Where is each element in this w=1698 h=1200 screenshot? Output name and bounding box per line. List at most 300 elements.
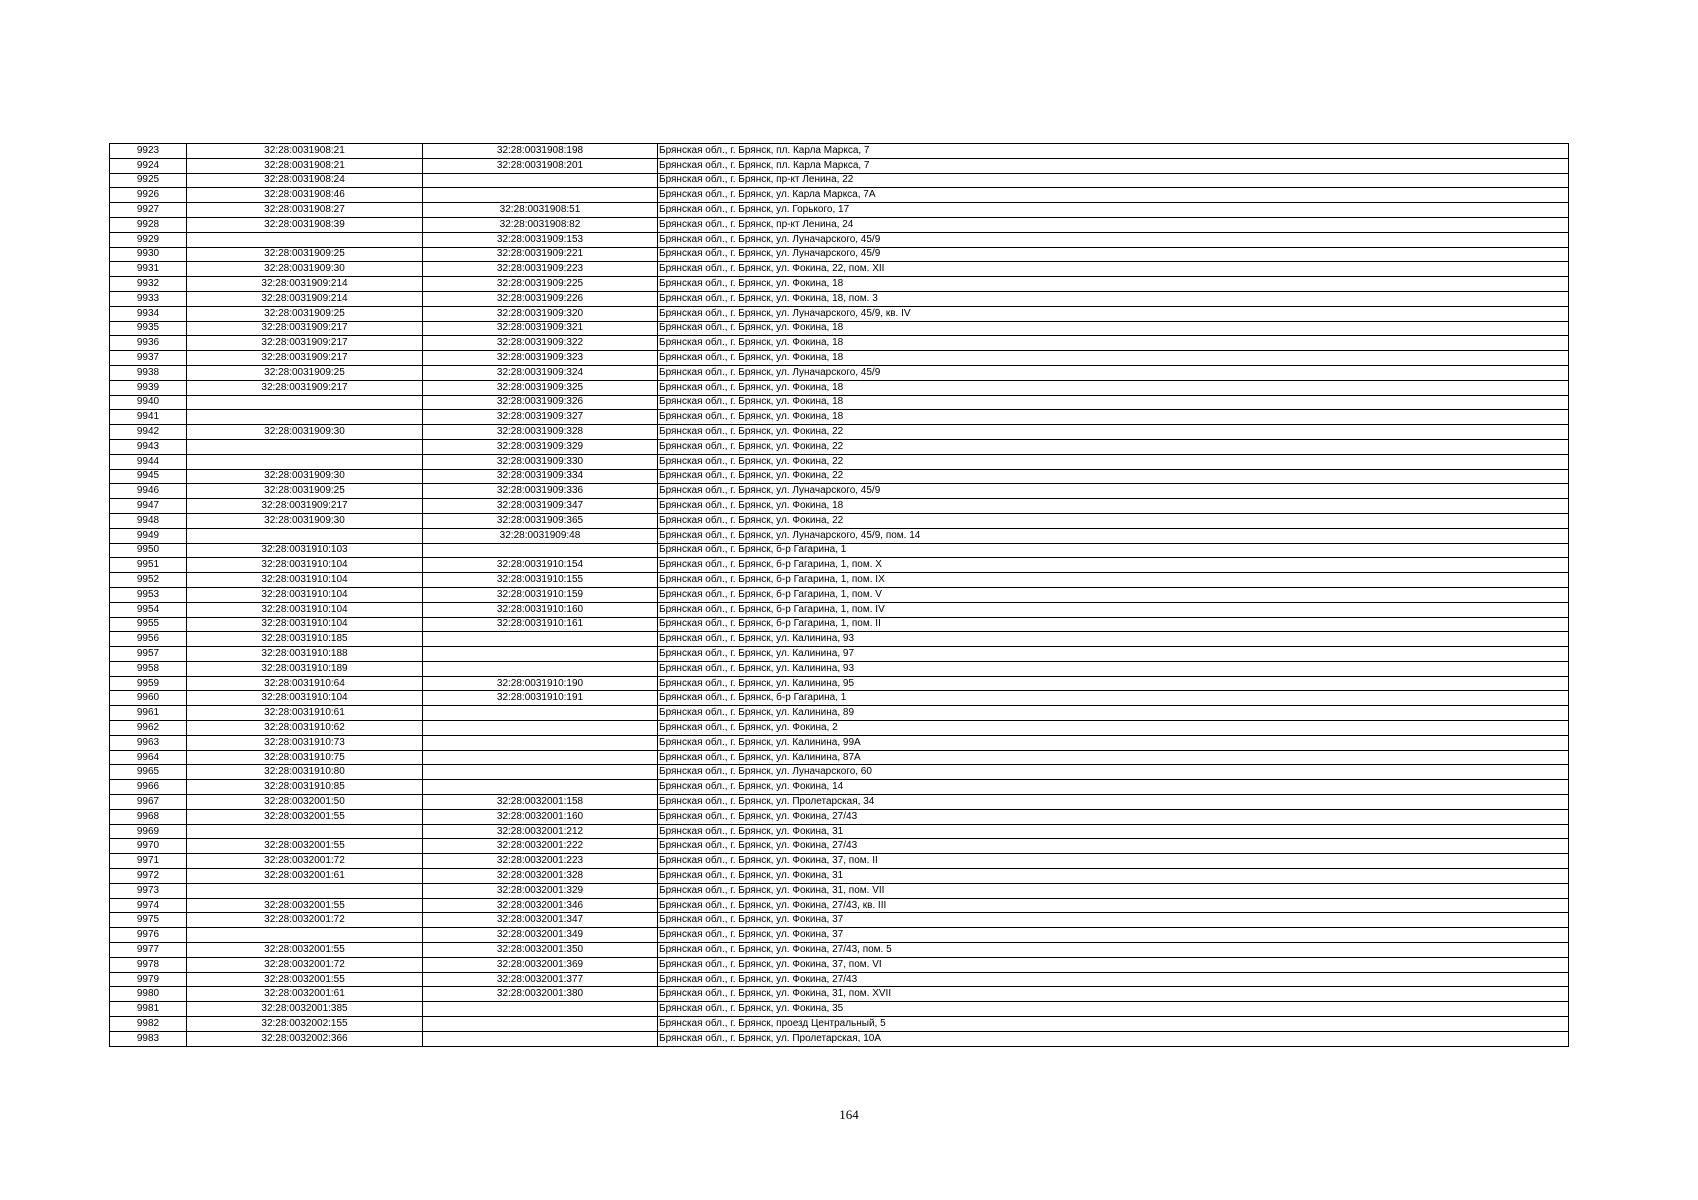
- address-cell: Брянская обл., г. Брянск, ул. Фокина, 27/43: [658, 839, 1569, 854]
- table-row: [110, 188, 1569, 203]
- registry-table: [109, 143, 1569, 1047]
- row-number-cell: 9947: [110, 499, 187, 514]
- building-cadastral-cell: 32:28:0032001:350: [423, 943, 658, 958]
- land-plot-cadastral-cell: 32:28:0031908:21: [187, 144, 423, 159]
- land-plot-cadastral-cell: 32:28:0031908:27: [187, 203, 423, 218]
- address-cell: Брянская обл., г. Брянск, ул. Фокина, 27/43: [658, 809, 1569, 824]
- page-number: 164: [839, 1107, 859, 1122]
- table-row: [110, 232, 1569, 247]
- building-cadastral-cell: [423, 721, 658, 736]
- building-cadastral-cell: 32:28:0032001:223: [423, 854, 658, 869]
- table-row: [110, 1031, 1569, 1046]
- address-cell: Брянская обл., г. Брянск, ул. Луначарского, 60: [658, 765, 1569, 780]
- address-cell: Брянская обл., г. Брянск, ул. Фокина, 18: [658, 499, 1569, 514]
- land-plot-cadastral-cell: 32:28:0032001:72: [187, 957, 423, 972]
- land-plot-cadastral-cell: 32:28:0031908:24: [187, 173, 423, 188]
- table-row: [110, 839, 1569, 854]
- address-cell: Брянская обл., г. Брянск, б-р Гагарина, 1, пом. II: [658, 617, 1569, 632]
- table-row: [110, 306, 1569, 321]
- land-plot-cadastral-cell: 32:28:0031910:104: [187, 558, 423, 573]
- table-row: [110, 484, 1569, 499]
- table-row: [110, 735, 1569, 750]
- building-cadastral-cell: 32:28:0032001:346: [423, 898, 658, 913]
- address-cell: Брянская обл., г. Брянск, ул. Фокина, 27/43: [658, 972, 1569, 987]
- row-number-cell: 9970: [110, 839, 187, 854]
- address-cell: Брянская обл., г. Брянск, ул. Фокина, 31, пом. VII: [658, 883, 1569, 898]
- building-cadastral-cell: 32:28:0031909:324: [423, 365, 658, 380]
- address-cell: Брянская обл., г. Брянск, ул. Фокина, 37, пом. II: [658, 854, 1569, 869]
- address-cell: Брянская обл., г. Брянск, пр-кт Ленина, 22: [658, 173, 1569, 188]
- table-row: [110, 425, 1569, 440]
- building-cadastral-cell: 32:28:0031909:226: [423, 291, 658, 306]
- row-number-cell: 9973: [110, 883, 187, 898]
- land-plot-cadastral-cell: 32:28:0032001:385: [187, 1002, 423, 1017]
- building-cadastral-cell: 32:28:0031909:221: [423, 247, 658, 262]
- land-plot-cadastral-cell: [187, 528, 423, 543]
- table-row: [110, 647, 1569, 662]
- land-plot-cadastral-cell: 32:28:0032001:61: [187, 987, 423, 1002]
- row-number-cell: 9958: [110, 661, 187, 676]
- row-number-cell: 9946: [110, 484, 187, 499]
- table-row: [110, 469, 1569, 484]
- building-cadastral-cell: 32:28:0031909:322: [423, 336, 658, 351]
- row-number-cell: 9969: [110, 824, 187, 839]
- land-plot-cadastral-cell: [187, 232, 423, 247]
- address-cell: Брянская обл., г. Брянск, ул. Калинина, 99А: [658, 735, 1569, 750]
- address-cell: Брянская обл., г. Брянск, ул. Карла Маркса, 7А: [658, 188, 1569, 203]
- land-plot-cadastral-cell: 32:28:0031909:217: [187, 380, 423, 395]
- table-row: [110, 262, 1569, 277]
- land-plot-cadastral-cell: 32:28:0031910:62: [187, 721, 423, 736]
- table-row: [110, 706, 1569, 721]
- table-row: [110, 765, 1569, 780]
- building-cadastral-cell: 32:28:0031910:159: [423, 587, 658, 602]
- table-row: [110, 824, 1569, 839]
- land-plot-cadastral-cell: 32:28:0031909:214: [187, 277, 423, 292]
- row-number-cell: 9972: [110, 869, 187, 884]
- land-plot-cadastral-cell: 32:28:0032001:55: [187, 839, 423, 854]
- table-row: [110, 365, 1569, 380]
- address-cell: Брянская обл., г. Брянск, ул. Калинина, 97: [658, 647, 1569, 662]
- row-number-cell: 9956: [110, 632, 187, 647]
- table-row: [110, 898, 1569, 913]
- land-plot-cadastral-cell: 32:28:0031909:25: [187, 306, 423, 321]
- table-row: [110, 780, 1569, 795]
- row-number-cell: 9966: [110, 780, 187, 795]
- land-plot-cadastral-cell: 32:28:0032002:155: [187, 1017, 423, 1032]
- address-cell: Брянская обл., г. Брянск, ул. Фокина, 37: [658, 913, 1569, 928]
- address-cell: Брянская обл., г. Брянск, ул. Калинина, 95: [658, 676, 1569, 691]
- building-cadastral-cell: 32:28:0031910:154: [423, 558, 658, 573]
- land-plot-cadastral-cell: 32:28:0031909:217: [187, 321, 423, 336]
- row-number-cell: 9932: [110, 277, 187, 292]
- row-number-cell: 9931: [110, 262, 187, 277]
- row-number-cell: 9935: [110, 321, 187, 336]
- address-cell: Брянская обл., г. Брянск, ул. Фокина, 27/43, кв. III: [658, 898, 1569, 913]
- building-cadastral-cell: 32:28:0032001:349: [423, 928, 658, 943]
- registry-table-body: [110, 144, 1569, 1047]
- row-number-cell: 9937: [110, 351, 187, 366]
- row-number-cell: 9942: [110, 425, 187, 440]
- land-plot-cadastral-cell: 32:28:0031908:39: [187, 217, 423, 232]
- table-row: [110, 883, 1569, 898]
- row-number-cell: 9959: [110, 676, 187, 691]
- building-cadastral-cell: 32:28:0031910:161: [423, 617, 658, 632]
- building-cadastral-cell: 32:28:0031909:225: [423, 277, 658, 292]
- table-row: [110, 336, 1569, 351]
- building-cadastral-cell: 32:28:0032001:160: [423, 809, 658, 824]
- land-plot-cadastral-cell: 32:28:0031910:104: [187, 617, 423, 632]
- table-row: [110, 869, 1569, 884]
- building-cadastral-cell: 32:28:0031909:48: [423, 528, 658, 543]
- address-cell: Брянская обл., г. Брянск, б-р Гагарина, 1: [658, 691, 1569, 706]
- row-number-cell: 9960: [110, 691, 187, 706]
- building-cadastral-cell: 32:28:0031909:323: [423, 351, 658, 366]
- building-cadastral-cell: [423, 750, 658, 765]
- building-cadastral-cell: 32:28:0032001:377: [423, 972, 658, 987]
- address-cell: Брянская обл., г. Брянск, ул. Фокина, 31, пом. XVII: [658, 987, 1569, 1002]
- address-cell: Брянская обл., г. Брянск, б-р Гагарина, 1, пом. IX: [658, 573, 1569, 588]
- table-row: [110, 439, 1569, 454]
- address-cell: Брянская обл., г. Брянск, ул. Фокина, 14: [658, 780, 1569, 795]
- row-number-cell: 9964: [110, 750, 187, 765]
- address-cell: Брянская обл., г. Брянск, ул. Фокина, 18: [658, 336, 1569, 351]
- row-number-cell: 9957: [110, 647, 187, 662]
- building-cadastral-cell: 32:28:0031909:153: [423, 232, 658, 247]
- address-cell: Брянская обл., г. Брянск, ул. Фокина, 18: [658, 351, 1569, 366]
- building-cadastral-cell: 32:28:0031910:191: [423, 691, 658, 706]
- address-cell: Брянская обл., г. Брянск, ул. Луначарского, 45/9, пом. 14: [658, 528, 1569, 543]
- row-number-cell: 9940: [110, 395, 187, 410]
- address-cell: Брянская обл., г. Брянск, б-р Гагарина, 1, пом. IV: [658, 602, 1569, 617]
- land-plot-cadastral-cell: 32:28:0032002:366: [187, 1031, 423, 1046]
- table-row: [110, 750, 1569, 765]
- land-plot-cadastral-cell: 32:28:0032001:72: [187, 913, 423, 928]
- row-number-cell: 9980: [110, 987, 187, 1002]
- land-plot-cadastral-cell: 32:28:0031909:25: [187, 484, 423, 499]
- building-cadastral-cell: 32:28:0031910:190: [423, 676, 658, 691]
- address-cell: Брянская обл., г. Брянск, ул. Пролетарская, 10А: [658, 1031, 1569, 1046]
- building-cadastral-cell: 32:28:0032001:328: [423, 869, 658, 884]
- land-plot-cadastral-cell: 32:28:0032001:55: [187, 943, 423, 958]
- land-plot-cadastral-cell: 32:28:0031910:104: [187, 602, 423, 617]
- table-row: [110, 632, 1569, 647]
- table-row: [110, 528, 1569, 543]
- land-plot-cadastral-cell: [187, 454, 423, 469]
- building-cadastral-cell: [423, 661, 658, 676]
- table-row: [110, 602, 1569, 617]
- row-number-cell: 9927: [110, 203, 187, 218]
- building-cadastral-cell: 32:28:0031909:320: [423, 306, 658, 321]
- table-row: [110, 943, 1569, 958]
- building-cadastral-cell: [423, 1002, 658, 1017]
- address-cell: Брянская обл., г. Брянск, ул. Луначарского, 45/9: [658, 232, 1569, 247]
- building-cadastral-cell: 32:28:0031910:160: [423, 602, 658, 617]
- address-cell: Брянская обл., г. Брянск, б-р Гагарина, 1, пом. V: [658, 587, 1569, 602]
- row-number-cell: 9930: [110, 247, 187, 262]
- land-plot-cadastral-cell: 32:28:0031908:46: [187, 188, 423, 203]
- building-cadastral-cell: [423, 647, 658, 662]
- building-cadastral-cell: [423, 735, 658, 750]
- address-cell: Брянская обл., г. Брянск, б-р Гагарина, 1: [658, 543, 1569, 558]
- row-number-cell: 9944: [110, 454, 187, 469]
- land-plot-cadastral-cell: 32:28:0031909:30: [187, 513, 423, 528]
- address-cell: Брянская обл., г. Брянск, ул. Пролетарская, 34: [658, 795, 1569, 810]
- table-row: [110, 454, 1569, 469]
- address-cell: Брянская обл., г. Брянск, ул. Фокина, 18: [658, 380, 1569, 395]
- address-cell: Брянская обл., г. Брянск, ул. Фокина, 2: [658, 721, 1569, 736]
- land-plot-cadastral-cell: [187, 395, 423, 410]
- row-number-cell: 9978: [110, 957, 187, 972]
- row-number-cell: 9975: [110, 913, 187, 928]
- land-plot-cadastral-cell: 32:28:0031910:85: [187, 780, 423, 795]
- table-row: [110, 158, 1569, 173]
- row-number-cell: 9954: [110, 602, 187, 617]
- address-cell: Брянская обл., г. Брянск, ул. Фокина, 31: [658, 824, 1569, 839]
- table-row: [110, 1002, 1569, 1017]
- building-cadastral-cell: 32:28:0031908:82: [423, 217, 658, 232]
- row-number-cell: 9925: [110, 173, 187, 188]
- building-cadastral-cell: 32:28:0032001:212: [423, 824, 658, 839]
- building-cadastral-cell: [423, 543, 658, 558]
- building-cadastral-cell: 32:28:0031910:155: [423, 573, 658, 588]
- building-cadastral-cell: [423, 173, 658, 188]
- row-number-cell: 9929: [110, 232, 187, 247]
- row-number-cell: 9924: [110, 158, 187, 173]
- table-row: [110, 854, 1569, 869]
- land-plot-cadastral-cell: [187, 883, 423, 898]
- address-cell: Брянская обл., г. Брянск, пл. Карла Маркса, 7: [658, 158, 1569, 173]
- table-row: [110, 928, 1569, 943]
- land-plot-cadastral-cell: 32:28:0031909:30: [187, 469, 423, 484]
- land-plot-cadastral-cell: 32:28:0031910:80: [187, 765, 423, 780]
- row-number-cell: 9955: [110, 617, 187, 632]
- table-row: [110, 217, 1569, 232]
- land-plot-cadastral-cell: [187, 928, 423, 943]
- row-number-cell: 9933: [110, 291, 187, 306]
- building-cadastral-cell: 32:28:0031909:347: [423, 499, 658, 514]
- building-cadastral-cell: 32:28:0031909:326: [423, 395, 658, 410]
- address-cell: Брянская обл., г. Брянск, ул. Фокина, 22, пом. XII: [658, 262, 1569, 277]
- building-cadastral-cell: 32:28:0031909:365: [423, 513, 658, 528]
- land-plot-cadastral-cell: 32:28:0031910:73: [187, 735, 423, 750]
- land-plot-cadastral-cell: 32:28:0031910:104: [187, 691, 423, 706]
- building-cadastral-cell: 32:28:0031909:321: [423, 321, 658, 336]
- table-row: [110, 144, 1569, 159]
- table-row: [110, 203, 1569, 218]
- table-row: [110, 1017, 1569, 1032]
- land-plot-cadastral-cell: [187, 439, 423, 454]
- address-cell: Брянская обл., г. Брянск, ул. Фокина, 22: [658, 513, 1569, 528]
- land-plot-cadastral-cell: 32:28:0031910:104: [187, 573, 423, 588]
- row-number-cell: 9943: [110, 439, 187, 454]
- address-cell: Брянская обл., г. Брянск, ул. Фокина, 18, пом. 3: [658, 291, 1569, 306]
- row-number-cell: 9953: [110, 587, 187, 602]
- table-row: [110, 321, 1569, 336]
- table-row: [110, 795, 1569, 810]
- table-row: [110, 676, 1569, 691]
- land-plot-cadastral-cell: 32:28:0032001:61: [187, 869, 423, 884]
- table-row: [110, 513, 1569, 528]
- land-plot-cadastral-cell: 32:28:0031909:25: [187, 247, 423, 262]
- row-number-cell: 9965: [110, 765, 187, 780]
- building-cadastral-cell: 32:28:0031909:223: [423, 262, 658, 277]
- building-cadastral-cell: 32:28:0031909:336: [423, 484, 658, 499]
- table-row: [110, 499, 1569, 514]
- building-cadastral-cell: 32:28:0031909:327: [423, 410, 658, 425]
- address-cell: Брянская обл., г. Брянск, ул. Фокина, 37, пом. VI: [658, 957, 1569, 972]
- land-plot-cadastral-cell: 32:28:0032001:55: [187, 898, 423, 913]
- land-plot-cadastral-cell: 32:28:0031910:75: [187, 750, 423, 765]
- building-cadastral-cell: 32:28:0031909:329: [423, 439, 658, 454]
- land-plot-cadastral-cell: 32:28:0031910:64: [187, 676, 423, 691]
- land-plot-cadastral-cell: 32:28:0032001:55: [187, 809, 423, 824]
- address-cell: Брянская обл., г. Брянск, ул. Фокина, 18: [658, 277, 1569, 292]
- building-cadastral-cell: [423, 706, 658, 721]
- table-row: [110, 617, 1569, 632]
- address-cell: Брянская обл., г. Брянск, ул. Луначарского, 45/9: [658, 365, 1569, 380]
- building-cadastral-cell: [423, 1017, 658, 1032]
- land-plot-cadastral-cell: 32:28:0031909:25: [187, 365, 423, 380]
- row-number-cell: 9926: [110, 188, 187, 203]
- row-number-cell: 9976: [110, 928, 187, 943]
- building-cadastral-cell: [423, 1031, 658, 1046]
- table-row: [110, 957, 1569, 972]
- row-number-cell: 9934: [110, 306, 187, 321]
- table-row: [110, 587, 1569, 602]
- building-cadastral-cell: 32:28:0031909:330: [423, 454, 658, 469]
- building-cadastral-cell: 32:28:0031909:328: [423, 425, 658, 440]
- table-row: [110, 543, 1569, 558]
- building-cadastral-cell: 32:28:0032001:222: [423, 839, 658, 854]
- address-cell: Брянская обл., г. Брянск, ул. Калинина, 87А: [658, 750, 1569, 765]
- building-cadastral-cell: 32:28:0031908:51: [423, 203, 658, 218]
- row-number-cell: 9936: [110, 336, 187, 351]
- address-cell: Брянская обл., г. Брянск, ул. Горького, 17: [658, 203, 1569, 218]
- row-number-cell: 9945: [110, 469, 187, 484]
- table-row: [110, 721, 1569, 736]
- address-cell: Брянская обл., г. Брянск, ул. Луначарского, 45/9: [658, 484, 1569, 499]
- address-cell: Брянская обл., г. Брянск, ул. Фокина, 22: [658, 469, 1569, 484]
- building-cadastral-cell: [423, 188, 658, 203]
- table-row: [110, 661, 1569, 676]
- building-cadastral-cell: 32:28:0031909:325: [423, 380, 658, 395]
- row-number-cell: 9952: [110, 573, 187, 588]
- address-cell: Брянская обл., г. Брянск, ул. Фокина, 18: [658, 410, 1569, 425]
- row-number-cell: 9928: [110, 217, 187, 232]
- address-cell: Брянская обл., г. Брянск, ул. Фокина, 31: [658, 869, 1569, 884]
- building-cadastral-cell: 32:28:0032001:158: [423, 795, 658, 810]
- row-number-cell: 9963: [110, 735, 187, 750]
- land-plot-cadastral-cell: 32:28:0032001:50: [187, 795, 423, 810]
- table-row: [110, 291, 1569, 306]
- building-cadastral-cell: [423, 780, 658, 795]
- row-number-cell: 9979: [110, 972, 187, 987]
- building-cadastral-cell: 32:28:0031908:198: [423, 144, 658, 159]
- table-row: [110, 173, 1569, 188]
- land-plot-cadastral-cell: 32:28:0031910:188: [187, 647, 423, 662]
- land-plot-cadastral-cell: [187, 410, 423, 425]
- row-number-cell: 9961: [110, 706, 187, 721]
- land-plot-cadastral-cell: 32:28:0031909:30: [187, 262, 423, 277]
- row-number-cell: 9951: [110, 558, 187, 573]
- address-cell: Брянская обл., г. Брянск, проезд Центральный, 5: [658, 1017, 1569, 1032]
- address-cell: Брянская обл., г. Брянск, пр-кт Ленина, 24: [658, 217, 1569, 232]
- land-plot-cadastral-cell: 32:28:0031908:21: [187, 158, 423, 173]
- address-cell: Брянская обл., г. Брянск, ул. Фокина, 35: [658, 1002, 1569, 1017]
- table-row: [110, 972, 1569, 987]
- row-number-cell: 9962: [110, 721, 187, 736]
- address-cell: Брянская обл., г. Брянск, ул. Фокина, 27/43, пом. 5: [658, 943, 1569, 958]
- row-number-cell: 9939: [110, 380, 187, 395]
- address-cell: Брянская обл., г. Брянск, ул. Калинина, 93: [658, 632, 1569, 647]
- land-plot-cadastral-cell: 32:28:0031909:217: [187, 499, 423, 514]
- row-number-cell: 9948: [110, 513, 187, 528]
- address-cell: Брянская обл., г. Брянск, ул. Фокина, 22: [658, 425, 1569, 440]
- land-plot-cadastral-cell: 32:28:0031910:104: [187, 587, 423, 602]
- row-number-cell: 9977: [110, 943, 187, 958]
- land-plot-cadastral-cell: 32:28:0031910:61: [187, 706, 423, 721]
- row-number-cell: 9967: [110, 795, 187, 810]
- land-plot-cadastral-cell: 32:28:0032001:72: [187, 854, 423, 869]
- building-cadastral-cell: 32:28:0032001:329: [423, 883, 658, 898]
- row-number-cell: 9949: [110, 528, 187, 543]
- row-number-cell: 9938: [110, 365, 187, 380]
- row-number-cell: 9974: [110, 898, 187, 913]
- address-cell: Брянская обл., г. Брянск, ул. Фокина, 18: [658, 395, 1569, 410]
- row-number-cell: 9941: [110, 410, 187, 425]
- table-row: [110, 277, 1569, 292]
- address-cell: Брянская обл., г. Брянск, ул. Фокина, 37: [658, 928, 1569, 943]
- land-plot-cadastral-cell: 32:28:0031910:103: [187, 543, 423, 558]
- address-cell: Брянская обл., г. Брянск, ул. Калинина, 89: [658, 706, 1569, 721]
- address-cell: Брянская обл., г. Брянск, пл. Карла Маркса, 7: [658, 144, 1569, 159]
- table-row: [110, 247, 1569, 262]
- land-plot-cadastral-cell: 32:28:0031910:189: [187, 661, 423, 676]
- address-cell: Брянская обл., г. Брянск, ул. Луначарского, 45/9: [658, 247, 1569, 262]
- address-cell: Брянская обл., г. Брянск, б-р Гагарина, 1, пом. X: [658, 558, 1569, 573]
- address-cell: Брянская обл., г. Брянск, ул. Фокина, 22: [658, 439, 1569, 454]
- address-cell: Брянская обл., г. Брянск, ул. Фокина, 18: [658, 321, 1569, 336]
- building-cadastral-cell: [423, 765, 658, 780]
- table-row: [110, 987, 1569, 1002]
- table-row: [110, 809, 1569, 824]
- address-cell: Брянская обл., г. Брянск, ул. Калинина, 93: [658, 661, 1569, 676]
- land-plot-cadastral-cell: 32:28:0032001:55: [187, 972, 423, 987]
- table-row: [110, 410, 1569, 425]
- table-row: [110, 380, 1569, 395]
- land-plot-cadastral-cell: 32:28:0031910:185: [187, 632, 423, 647]
- table-row: [110, 558, 1569, 573]
- row-number-cell: 9982: [110, 1017, 187, 1032]
- table-row: [110, 573, 1569, 588]
- row-number-cell: 9983: [110, 1031, 187, 1046]
- land-plot-cadastral-cell: 32:28:0031909:217: [187, 351, 423, 366]
- address-cell: Брянская обл., г. Брянск, ул. Фокина, 22: [658, 454, 1569, 469]
- row-number-cell: 9923: [110, 144, 187, 159]
- table-row: [110, 913, 1569, 928]
- building-cadastral-cell: 32:28:0032001:369: [423, 957, 658, 972]
- row-number-cell: 9968: [110, 809, 187, 824]
- row-number-cell: 9981: [110, 1002, 187, 1017]
- land-plot-cadastral-cell: 32:28:0031909:30: [187, 425, 423, 440]
- table-row: [110, 351, 1569, 366]
- building-cadastral-cell: 32:28:0031909:334: [423, 469, 658, 484]
- land-plot-cadastral-cell: [187, 824, 423, 839]
- row-number-cell: 9950: [110, 543, 187, 558]
- building-cadastral-cell: 32:28:0031908:201: [423, 158, 658, 173]
- table-row: [110, 691, 1569, 706]
